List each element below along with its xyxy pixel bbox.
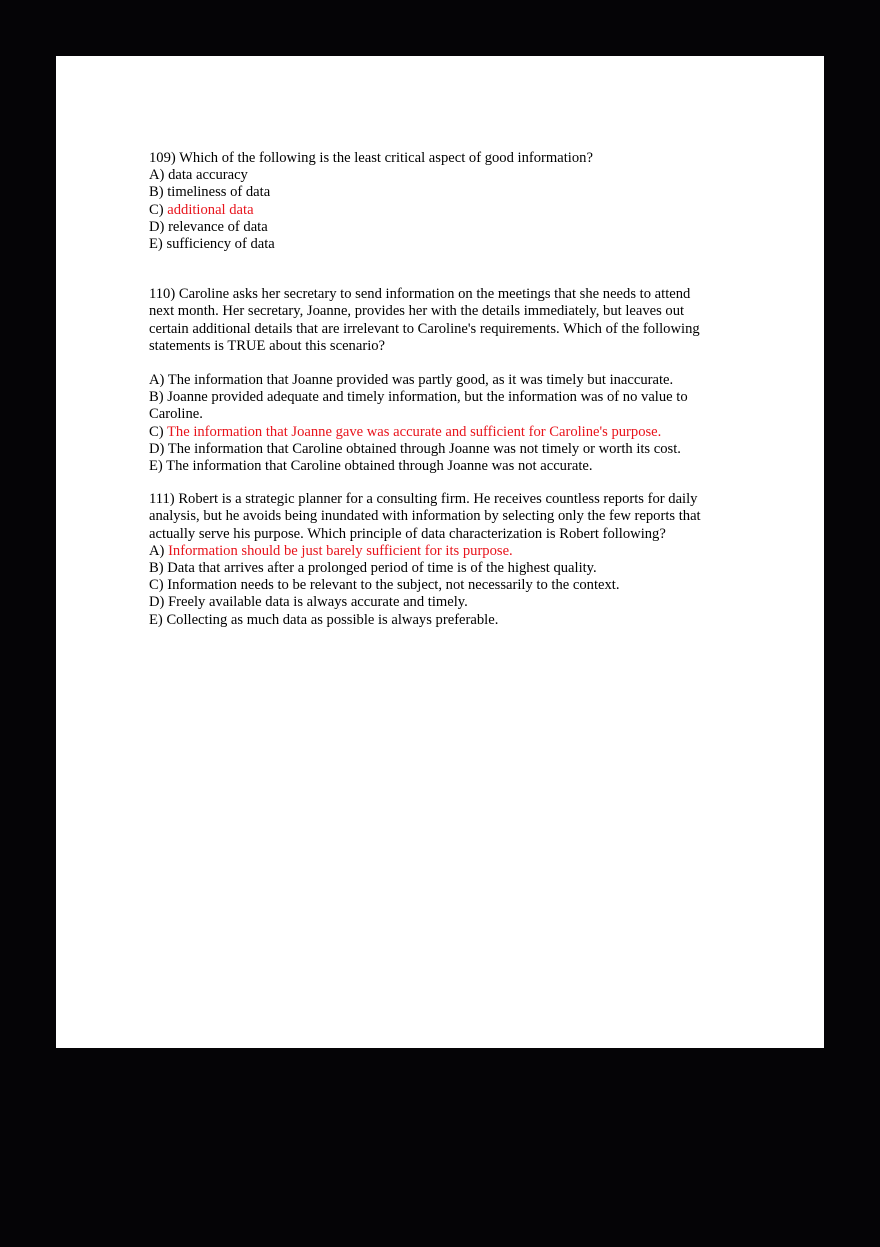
- option-letter: C): [149, 201, 164, 218]
- question-stem-line: statements is TRUE about this scenario?: [149, 337, 386, 354]
- question-stem-line: next month. Her secretary, Joanne, provides her with the details immediately, but leaves out: [149, 303, 685, 320]
- option-letter: A): [149, 542, 165, 559]
- option-text: sufficiency of data: [166, 236, 275, 253]
- option-letter: D): [149, 440, 165, 457]
- option-c: [149, 577, 729, 594]
- question-text: Which of the following is the least critical aspect of good information?: [179, 150, 593, 166]
- option-text: The information that Caroline obtained through Joanne was not accurate.: [166, 458, 593, 475]
- option-b: [149, 389, 729, 406]
- option-letter: A): [149, 372, 165, 389]
- option-letter: B): [149, 560, 164, 577]
- option-text: Data that arrives after a prolonged period of time is of the highest quality.: [167, 560, 597, 577]
- option-e: [149, 612, 729, 629]
- question-stem-line: actually serve his purpose. Which principle of data characterization is Robert following?: [149, 525, 666, 542]
- option-d: [149, 594, 729, 611]
- option-text: Freely available data is always accurate and timely.: [168, 594, 468, 611]
- option-letter: D): [149, 594, 165, 611]
- option-d: [149, 219, 729, 236]
- question-stem-line: certain additional details that are irrelevant to Caroline's requirements. Which of the following: [149, 320, 700, 337]
- correct-answer-text: additional data: [167, 201, 254, 218]
- option-c-correct: [149, 424, 729, 441]
- question-number: 110): [149, 286, 176, 303]
- option-text: The information that Joanne provided was partly good, as it was timely but inaccurate.: [167, 372, 674, 389]
- document-content: [149, 150, 729, 629]
- blank-line: [149, 355, 729, 372]
- option-letter: C): [149, 577, 164, 594]
- question-stem-line: [149, 286, 729, 303]
- option-letter: E): [149, 458, 163, 475]
- option-letter: B): [149, 184, 164, 201]
- option-text: Collecting as much data as possible is always preferable.: [166, 611, 499, 628]
- option-a-correct: [149, 543, 729, 560]
- option-b: [149, 184, 729, 201]
- option-text: The information that Caroline obtained through Joanne was not timely or worth its cost.: [167, 440, 681, 457]
- question-number: 111): [149, 491, 175, 508]
- option-text: Information needs to be relevant to the subject, not necessarily to the context.: [167, 577, 620, 594]
- option-letter: E): [149, 236, 163, 253]
- option-b-continued: Caroline.: [149, 406, 203, 423]
- option-letter: E): [149, 611, 163, 628]
- option-letter: A): [149, 167, 165, 184]
- option-d: [149, 441, 729, 458]
- question-number: 109): [149, 150, 176, 166]
- question-stem: [149, 150, 729, 167]
- question-text: Caroline asks her secretary to send information on the meetings that she needs to attend: [178, 286, 691, 303]
- option-a: [149, 167, 729, 184]
- correct-answer-text: Information should be just barely sufficient for its purpose.: [168, 542, 513, 559]
- option-letter: C): [149, 423, 164, 440]
- document-page: [56, 56, 824, 1048]
- correct-answer-text: The information that Joanne gave was accurate and sufficient for Caroline's purpose.: [166, 423, 662, 440]
- question-111: [149, 491, 729, 629]
- question-text: Robert is a strategic planner for a consulting firm. He receives countless reports for daily: [178, 491, 698, 508]
- option-c-correct: [149, 202, 729, 219]
- option-letter: B): [149, 389, 164, 406]
- option-a: [149, 372, 729, 389]
- option-text: timeliness of data: [167, 184, 271, 201]
- question-110: [149, 286, 729, 475]
- option-text: data accuracy: [168, 167, 248, 184]
- option-b: [149, 560, 729, 577]
- question-stem-line: [149, 491, 729, 508]
- option-e: [149, 458, 729, 475]
- option-text: Joanne provided adequate and timely information, but the information was of no value to: [167, 389, 688, 406]
- option-e: [149, 236, 729, 253]
- question-109: [149, 150, 729, 253]
- option-text: relevance of data: [168, 218, 268, 235]
- option-letter: D): [149, 218, 165, 235]
- question-stem-line: analysis, but he avoids being inundated with information by selecting only the few reports that: [149, 508, 701, 525]
